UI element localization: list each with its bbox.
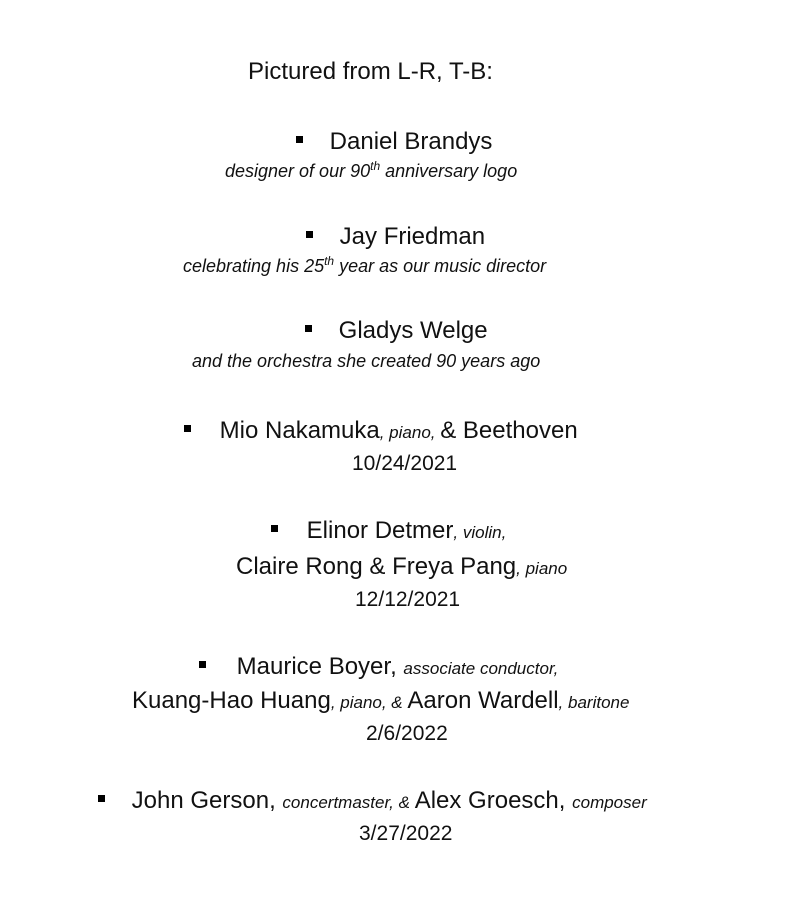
entry-second-performers	[236, 555, 567, 579]
entry-date: 12/12/2021	[355, 588, 461, 611]
entry-role: concertmaster, &	[282, 793, 415, 812]
entry-name: Jay Friedman	[339, 223, 486, 250]
entry-role: associate conductor,	[403, 659, 559, 678]
entry-role: composer	[572, 793, 647, 812]
entry-role: , piano, &	[330, 693, 408, 712]
bullet-icon	[184, 425, 191, 432]
entry-date: 3/27/2022	[359, 822, 453, 845]
entry-role: , piano	[516, 559, 568, 578]
entry-caption: and the orchestra she created 90 years ago	[192, 351, 541, 371]
entry-name: Mio Nakamuka	[219, 417, 380, 444]
entry-mio-nakamuka	[184, 419, 578, 443]
entry-date: 10/24/2021	[352, 452, 458, 475]
bullet-icon	[271, 525, 278, 532]
entry-role: , baritone	[558, 693, 630, 712]
entry-role: , violin,	[453, 523, 507, 542]
bullet-icon	[199, 661, 206, 668]
entry-name: Beethoven	[462, 417, 578, 444]
entry-role: , piano,	[379, 423, 441, 442]
entry-caption: designer of our 90th anniversary logo	[225, 159, 518, 181]
bullet-icon	[98, 795, 105, 802]
entry-name: John Gerson,	[131, 787, 283, 814]
entry-amp: &	[440, 417, 463, 444]
entry-name: Claire Rong & Freya Pang	[236, 553, 517, 580]
entry-caption: celebrating his 25th year as our music director	[183, 254, 547, 276]
entry-name: Gladys Welge	[338, 317, 488, 344]
entry-gladys-welge	[305, 319, 488, 343]
entry-name: Maurice Boyer,	[236, 653, 404, 680]
bullet-icon	[306, 231, 313, 238]
entry-name: Daniel Brandys	[329, 128, 493, 155]
bullet-icon	[296, 136, 303, 143]
entry-jay-friedman	[306, 225, 485, 249]
entry-date: 2/6/2022	[366, 722, 448, 745]
entry-second-performers	[132, 689, 629, 713]
entry-name: Alex Groesch,	[414, 787, 573, 814]
entry-elinor-detmer	[271, 519, 506, 543]
entry-daniel-brandys	[296, 130, 492, 154]
entry-john-gerson	[98, 789, 647, 813]
entry-name: Aaron Wardell	[407, 687, 559, 714]
entry-name: Kuang-Hao Huang	[132, 687, 331, 714]
entry-name: Elinor Detmer	[306, 517, 454, 544]
bullet-icon	[305, 325, 312, 332]
entry-maurice-boyer	[199, 655, 558, 679]
page-heading: Pictured from L-R, T-B:	[248, 58, 493, 85]
